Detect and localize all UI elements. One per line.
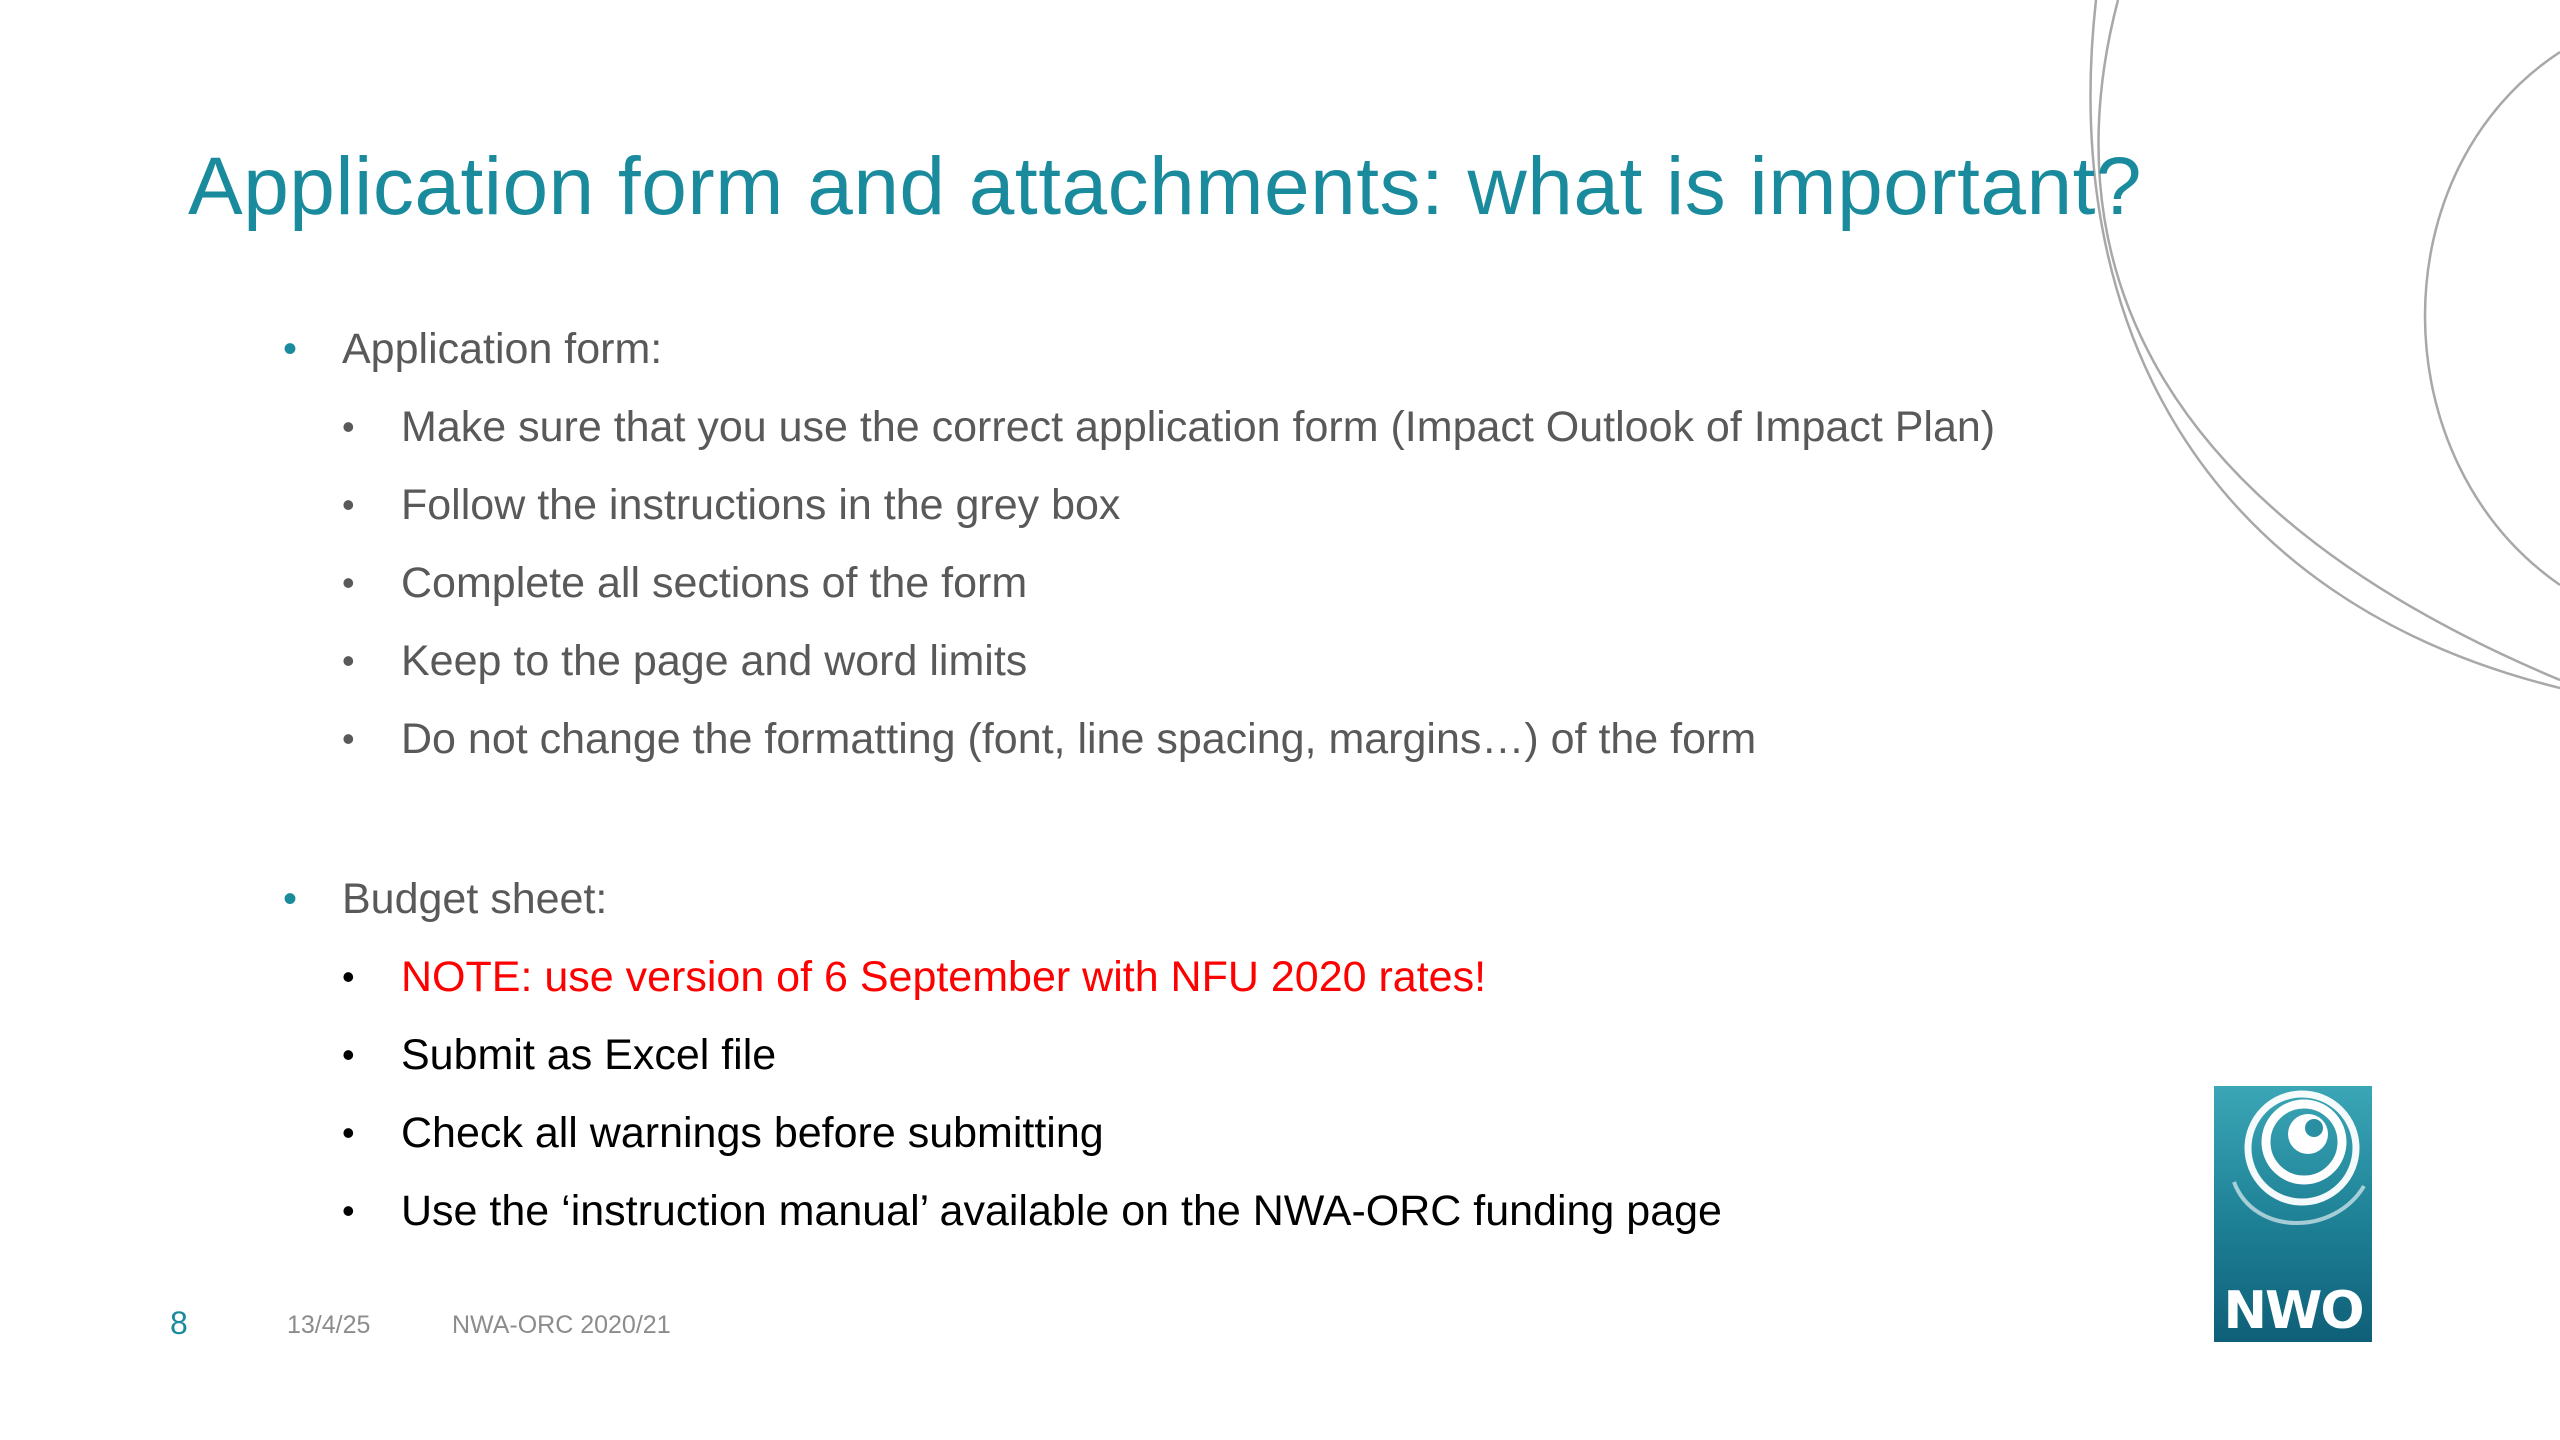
- section-heading: Budget sheet:: [342, 875, 608, 923]
- list-item-text: Make sure that you use the correct application form (Impact Outlook of Impact Plan): [401, 403, 1996, 451]
- bullet-icon: •: [283, 327, 298, 371]
- list-item: [342, 466, 1995, 544]
- slide-title: Application form and attachments: what is important?: [188, 141, 2142, 232]
- logo-text: NWO: [2223, 1281, 2363, 1341]
- bullet-icon: •: [342, 956, 355, 997]
- footer-program: NWA-ORC 2020/21: [452, 1311, 671, 1339]
- bullet-icon: •: [342, 1034, 355, 1075]
- bullet-icon: •: [342, 406, 355, 447]
- section-list-budget: [283, 860, 1722, 1250]
- list-item-text: Do not change the formatting (font, line spacing, margins…) of the form: [401, 715, 1757, 763]
- sub-list: [342, 938, 1722, 1250]
- sub-list: [342, 388, 1995, 778]
- list-item-text: Use the ‘instruction manual’ available on the NWA-ORC funding page: [401, 1187, 1722, 1235]
- footer-date: 13/4/25: [287, 1311, 371, 1339]
- list-item-text: Follow the instructions in the grey box: [401, 481, 1121, 529]
- section-list-application: [283, 310, 1995, 778]
- list-item: [342, 700, 1995, 778]
- bullet-icon: •: [342, 718, 355, 759]
- list-item: [342, 1016, 1722, 1094]
- bullet-icon: •: [342, 1112, 355, 1153]
- list-item-text: Keep to the page and word limits: [401, 637, 1028, 685]
- bullet-icon: •: [342, 640, 355, 681]
- section-heading: Application form:: [342, 325, 663, 373]
- list-item-text: Complete all sections of the form: [401, 559, 1028, 607]
- list-item-note: [342, 938, 1722, 1016]
- list-item: [342, 388, 1995, 466]
- list-item: [342, 1172, 1722, 1250]
- list-item-text: Submit as Excel file: [401, 1031, 777, 1079]
- list-item: [342, 622, 1995, 700]
- list-item: [342, 1094, 1722, 1172]
- section-application-form: [283, 310, 1995, 778]
- bullet-icon: •: [342, 484, 355, 525]
- section-budget-sheet: [283, 860, 1722, 1250]
- list-item: [342, 544, 1995, 622]
- bullet-icon: •: [283, 877, 298, 921]
- nwo-logo: [2214, 1086, 2372, 1342]
- bullet-icon: •: [342, 1190, 355, 1231]
- list-item-text: NOTE: use version of 6 September with NFU 2020 rates!: [401, 953, 1487, 1001]
- bullet-icon: •: [342, 562, 355, 603]
- slide-number: 8: [170, 1305, 188, 1341]
- list-item-text: Check all warnings before submitting: [401, 1109, 1104, 1157]
